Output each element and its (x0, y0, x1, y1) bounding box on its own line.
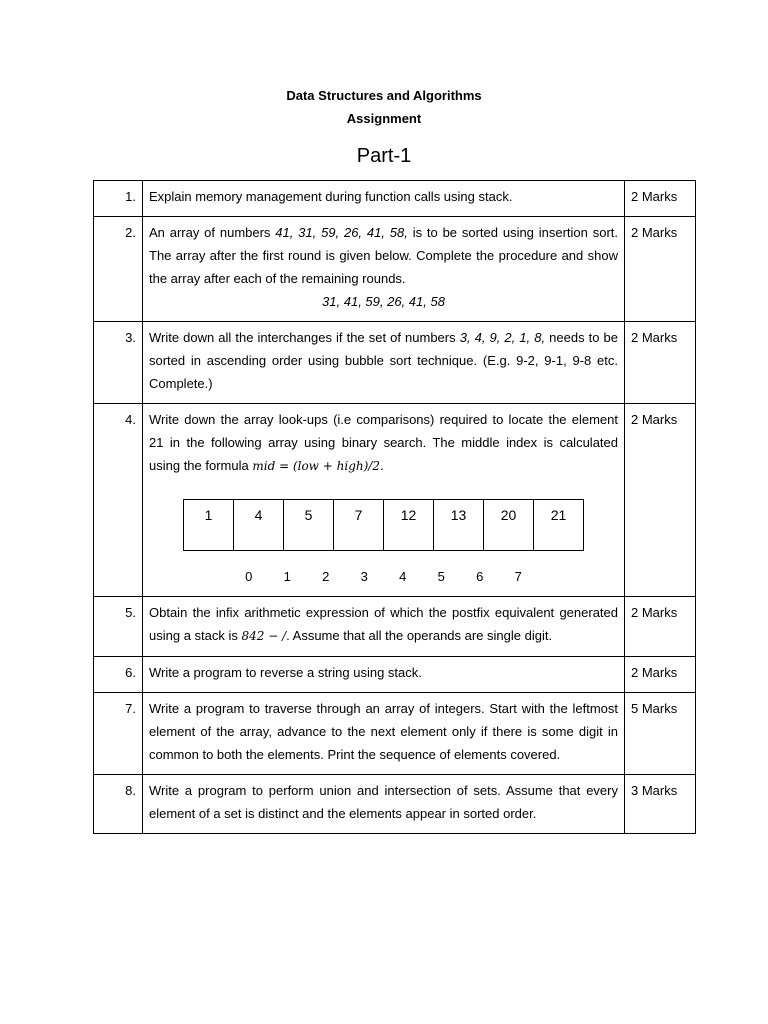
question-text: Write a program to perform union and intersection of sets. Assume that every element of a set is distinct and the elements appear in sorted order. (143, 775, 625, 834)
array-indices (149, 565, 618, 588)
question-number: 1. (94, 181, 143, 217)
question-marks: 2 Marks (625, 322, 696, 404)
question-marks: 2 Marks (625, 597, 696, 657)
question-text: Write a program to reverse a string using stack. (143, 657, 625, 693)
question-row-7 (94, 693, 696, 775)
number-list: 3, 4, 9, 2, 1, 8, (459, 330, 546, 345)
question-text (143, 217, 625, 322)
question-text: Write a program to traverse through an array of integers. Start with the leftmost element of the array, advance to the next element only if there is some digit in common to both the elements. Print the sequence of elements covered. (143, 693, 625, 775)
array-index: 4 (399, 569, 407, 584)
document-title: Data Structures and Algorithms (286, 88, 482, 103)
array-cell: 13 (434, 500, 484, 551)
array-cell: 12 (384, 500, 434, 551)
array-cell: 7 (334, 500, 384, 551)
array-index: 3 (360, 569, 368, 584)
array-cell: 21 (534, 500, 584, 551)
postfix-expression: 842 − / (241, 629, 287, 643)
question-number: 3. (94, 322, 143, 404)
array-index: 7 (514, 569, 522, 584)
part-heading: Part-1 (356, 145, 412, 167)
question-marks: 2 Marks (625, 181, 696, 217)
question-row-4 (94, 404, 696, 597)
array-cell: 5 (284, 500, 334, 551)
array-cell: 4 (234, 500, 284, 551)
question-text-part: needs to be sorted in ascending order using bubble sort technique. (E.g. 9-2, 9-1, 9-8 etc. Complete.) (149, 330, 618, 391)
question-text (143, 404, 625, 597)
question-row-2 (94, 217, 696, 322)
question-row-6 (94, 657, 696, 693)
question-text (143, 322, 625, 404)
question-number: 6. (94, 657, 143, 693)
document-subtitle: Assignment (346, 111, 422, 126)
array-cell: 1 (184, 500, 234, 551)
question-number: 7. (94, 693, 143, 775)
question-number: 2. (94, 217, 143, 322)
question-marks: 2 Marks (625, 217, 696, 322)
question-text-part: . Assume that all the operands are single digit. (286, 628, 553, 643)
array-index: 5 (437, 569, 445, 584)
question-number: 4. (94, 404, 143, 597)
question-text-part: Write down all the interchanges if the set of numbers (149, 330, 460, 345)
question-marks: 5 Marks (625, 693, 696, 775)
question-row-8 (94, 775, 696, 834)
array-index: 1 (283, 569, 291, 584)
question-number: 5. (94, 597, 143, 657)
search-array (183, 499, 584, 551)
mid-formula: mid = (low + high)/2. (252, 459, 384, 473)
number-list: 41, 31, 59, 26, 41, 58, (275, 225, 408, 240)
question-row-5 (94, 597, 696, 657)
question-text-part: Obtain the infix arithmetic expression of which the postfix equivalent generated using a stack is (149, 605, 618, 643)
array-index: 2 (322, 569, 330, 584)
question-text-part: Write down the array look-ups (i.e comparisons) required to locate the element 21 in the following array using binary search. The middle index is calculated using the formula (149, 412, 618, 473)
question-text (143, 597, 625, 657)
question-row-1 (94, 181, 696, 217)
array-after-first-round: 31, 41, 59, 26, 41, 58 (322, 294, 445, 309)
array-index: 0 (245, 569, 253, 584)
question-text-part: is to be sorted using insertion sort. The array after the first round is given below. Complete the procedure and show the array after each of the remaining rounds. (149, 225, 618, 286)
array-cell: 20 (484, 500, 534, 551)
question-number: 8. (94, 775, 143, 834)
question-row-3 (94, 322, 696, 404)
questions-table (93, 180, 696, 834)
question-text: Explain memory management during function calls using stack. (143, 181, 625, 217)
question-marks: 2 Marks (625, 657, 696, 693)
question-marks: 3 Marks (625, 775, 696, 834)
question-marks: 2 Marks (625, 404, 696, 597)
array-index: 6 (476, 569, 484, 584)
question-text-part: An array of numbers (149, 225, 276, 240)
